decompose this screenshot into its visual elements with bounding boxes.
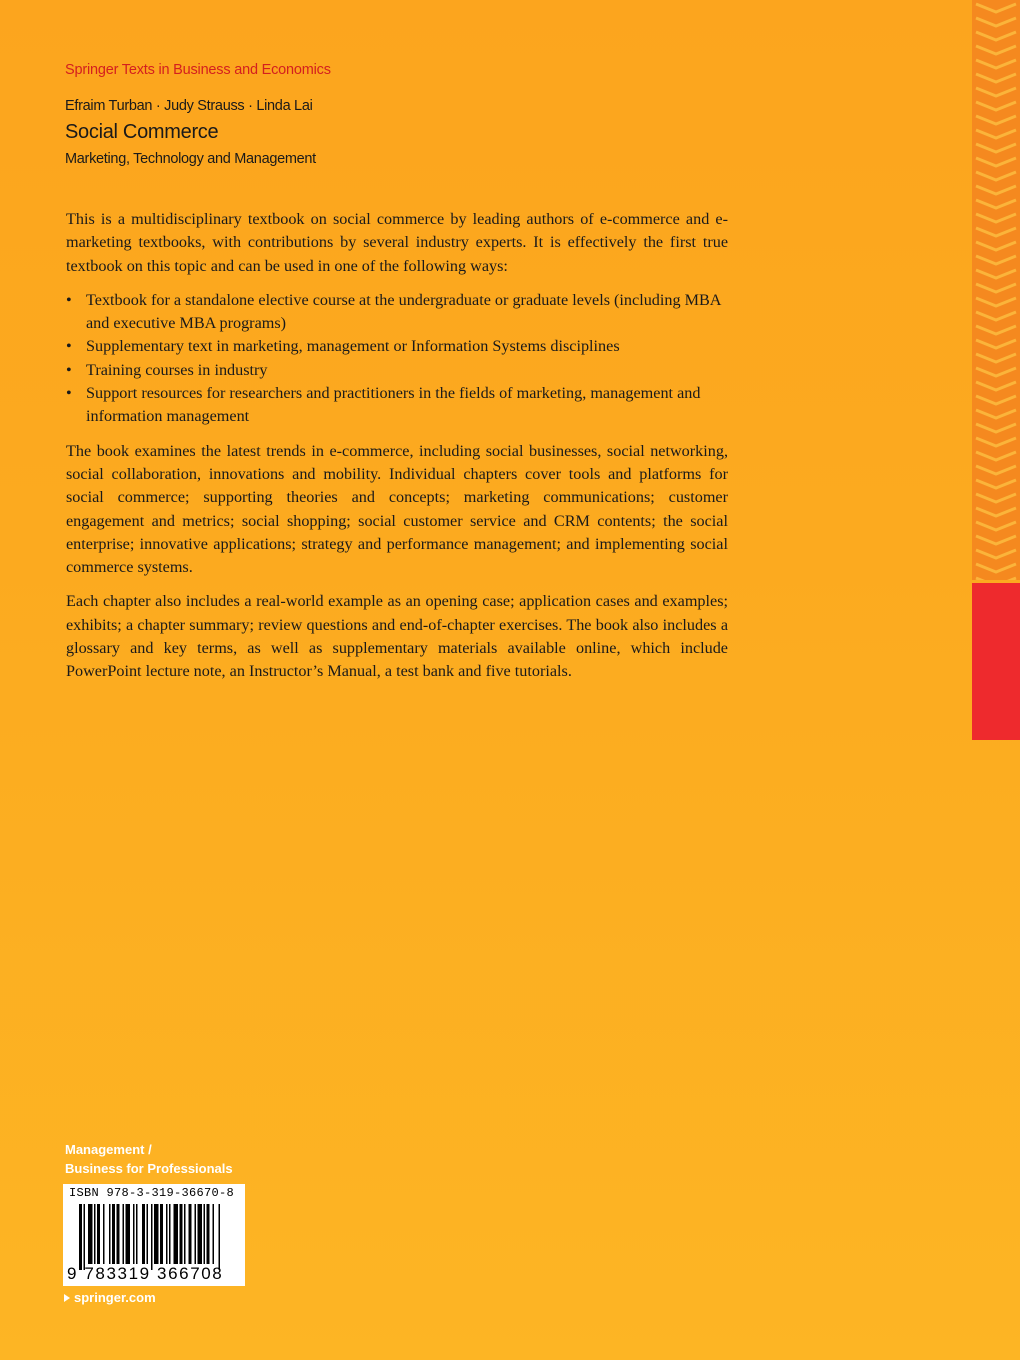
chevron-stripe — [976, 74, 1016, 82]
barcode-bar — [103, 1204, 105, 1264]
barcode-bar — [169, 1204, 171, 1264]
chevron-stripe — [976, 32, 1016, 40]
chevron-stripe — [976, 102, 1016, 110]
barcode-bar — [109, 1204, 111, 1264]
uses-list — [66, 289, 728, 429]
barcode-bar — [97, 1204, 100, 1264]
chevron-stripe — [976, 298, 1016, 306]
subject-category — [65, 1140, 233, 1178]
chevron-stripe — [976, 438, 1016, 446]
book-subtitle: Marketing, Technology and Management — [65, 151, 316, 167]
chevron-stripe — [976, 158, 1016, 166]
chevron-stripe — [976, 144, 1016, 152]
barcode-bar — [198, 1204, 203, 1264]
chevron-stripe — [976, 172, 1016, 180]
barcode-bar — [123, 1204, 125, 1264]
chevron-stripe — [976, 480, 1016, 488]
chevron-stripe — [976, 4, 1016, 12]
barcode-bar — [147, 1204, 149, 1264]
chevron-stripe — [976, 494, 1016, 502]
chevron-stripe — [976, 536, 1016, 544]
chevron-stripe — [976, 116, 1016, 124]
chevron-stripe — [976, 18, 1016, 26]
author-list: Efraim Turban · Judy Strauss · Linda Lai — [65, 98, 313, 114]
barcode-bar — [84, 1204, 86, 1270]
chevron-stripe — [976, 410, 1016, 418]
barcode-bar — [207, 1204, 210, 1264]
chevron-stripe — [976, 312, 1016, 320]
barcode-bar — [136, 1204, 138, 1264]
list-item: • Textbook for a standalone elective course at the undergraduate or graduate levels (including MBA and executive MBA programs) — [66, 289, 728, 336]
intro-paragraph: This is a multidisciplinary textbook on social commerce by leading authors of e-commerce and e-marketing textbooks, with contributions by several industry experts. It is effectively the first true textbook on this topic and can be used in one of the following ways: — [66, 210, 728, 275]
book-title: Social Commerce — [65, 121, 219, 143]
chevron-stripe — [976, 382, 1016, 390]
chevron-stripe — [976, 242, 1016, 250]
list-item: • Training courses in industry — [66, 359, 728, 382]
category-line: Business for Professionals — [65, 1161, 233, 1176]
barcode-bar — [174, 1204, 179, 1264]
features-paragraph: Each chapter also includes a real-world example as an opening case; application cases and examples; exhibits; a chapter summary; review questions and end-of-chapter exercises. The book also includes a glossary and key terms, as well as supplementary materials available online, which include PowerPoint lecture note, an Instructor’s Manual, a test bank and five tutorials. — [66, 592, 728, 681]
barcode-bar — [117, 1204, 120, 1264]
barcode-bar — [142, 1204, 145, 1264]
barcode-bar — [160, 1204, 163, 1264]
barcode-bar — [204, 1204, 206, 1264]
isbn-barcode — [63, 1184, 245, 1286]
chevron-stripe — [976, 326, 1016, 334]
chevron-stripe — [976, 88, 1016, 96]
chevron-stripe — [976, 284, 1016, 292]
chevron-stripe — [976, 256, 1016, 264]
spine-edge-strip — [972, 0, 1020, 740]
barcode-bar — [126, 1204, 131, 1264]
chevron-stripe — [976, 578, 1016, 580]
barcode-bar — [151, 1204, 153, 1270]
category-line: Management / — [65, 1142, 152, 1157]
list-item: • Support resources for researchers and practitioners in the fields of marketing, management and information management — [66, 382, 728, 429]
isbn-number: ISBN 978-3-319-36670-8 — [69, 1186, 235, 1200]
chevron-stripe — [976, 186, 1016, 194]
publisher-website[interactable] — [64, 1290, 156, 1305]
chevron-stripe — [976, 354, 1016, 362]
website-label: springer.com — [74, 1290, 156, 1305]
list-item: • Supplementary text in marketing, management or Information Systems disciplines — [66, 335, 728, 358]
barcode-bar — [112, 1204, 115, 1264]
chevron-stripe — [976, 522, 1016, 530]
chevron-stripe — [976, 46, 1016, 54]
chevron-stripe — [976, 130, 1016, 138]
barcode-digits: 9 783319 366708 — [67, 1264, 224, 1283]
barcode-bar — [133, 1204, 135, 1264]
chevron-stripe — [976, 200, 1016, 208]
chevron-stripe — [976, 340, 1016, 348]
chevron-stripe — [976, 396, 1016, 404]
barcode-bar — [94, 1204, 96, 1264]
chevron-stripe — [976, 228, 1016, 236]
blurb — [66, 208, 728, 695]
chevron-stripe — [976, 368, 1016, 376]
red-band — [972, 583, 1020, 740]
barcode-bar — [195, 1204, 197, 1264]
trends-paragraph: The book examines the latest trends in e-commerce, including social businesses, social networking, social collaboration, innovations and mobility. Individual chapters cover tools and platforms for social commerce; supporting theories and concepts; marketing communications; customer engagement and metrics; social shopping; social customer service and CRM contents; the social enterprise; innovative applications; strategy and performance management; and implementing social commerce systems. — [66, 441, 728, 577]
barcode-bar — [213, 1204, 215, 1264]
chevron-stripe — [976, 424, 1016, 432]
chevron-stripe — [976, 466, 1016, 474]
barcode-bar — [184, 1204, 186, 1264]
barcode-bar — [189, 1204, 192, 1264]
arrow-right-icon — [64, 1294, 70, 1302]
chevron-stripe — [976, 214, 1016, 222]
series-name: Springer Texts in Business and Economics — [65, 62, 331, 78]
barcode-bar — [79, 1204, 82, 1270]
barcode-bar — [166, 1204, 168, 1264]
chevron-stripe — [976, 508, 1016, 516]
chevron-stripe — [976, 550, 1016, 558]
chevron-stripe — [976, 270, 1016, 278]
barcode-bar — [219, 1204, 221, 1270]
chevron-pattern — [972, 0, 1020, 580]
barcode-bar — [180, 1204, 183, 1264]
chevron-stripe — [976, 564, 1016, 572]
chevron-stripe — [976, 60, 1016, 68]
barcode-bar — [88, 1204, 93, 1264]
chevron-pattern-svg — [972, 0, 1020, 580]
chevron-stripe — [976, 452, 1016, 460]
barcode-bar — [154, 1204, 159, 1264]
